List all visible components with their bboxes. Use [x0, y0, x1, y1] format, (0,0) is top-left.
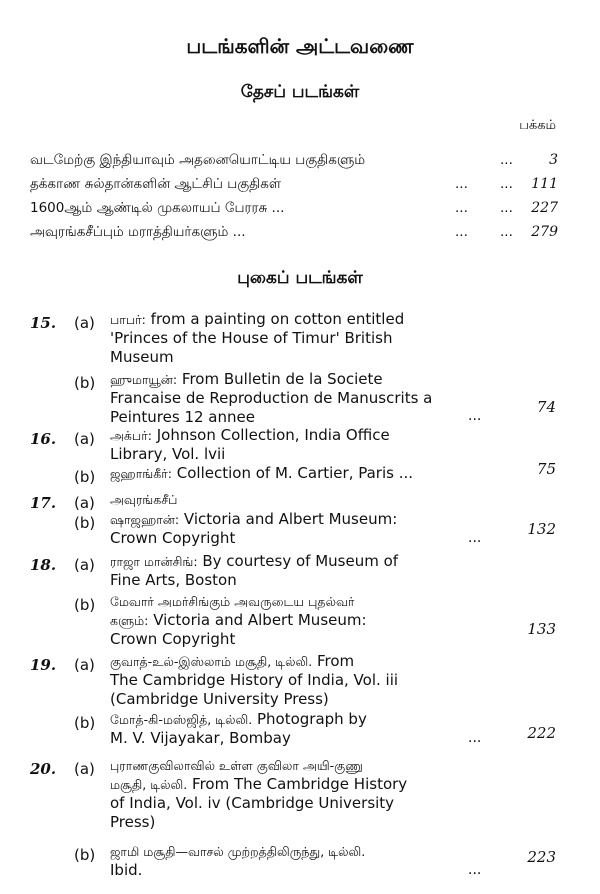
map-title: வடமேற்கு இந்தியாவும் அதனையொட்டிய பகுதிகளும்: [30, 152, 366, 168]
plate-page-number: 75: [536, 460, 556, 478]
leader-dots: ...: [468, 530, 482, 546]
plate-entry: [110, 552, 490, 590]
entry-letter: (b): [74, 468, 96, 486]
tamil-caption: குவாத்-உல்-இஸ்லாம் மசூதி, டில்லி.: [110, 654, 313, 669]
plate-entry: [110, 652, 490, 709]
map-page-number: 227: [531, 200, 558, 216]
leader-dots: ...: [500, 152, 513, 168]
entry-line: Museum: [110, 348, 174, 366]
entry-letter: (a): [74, 556, 95, 574]
map-title: 1600ஆம் ஆண்டில் முகலாயப் பேரரசு ...: [30, 200, 285, 216]
page-column-label: பக்கம்: [519, 118, 556, 133]
plate-number: 20.: [30, 760, 57, 778]
entry-line: Fine Arts, Boston: [110, 571, 237, 589]
plate-page-number: 222: [527, 724, 556, 742]
entry-line: M. V. Vijayakar, Bombay: [110, 729, 291, 747]
leader-dots: ...: [455, 224, 468, 240]
plate-number: 17.: [30, 494, 57, 512]
leader-dots: ...: [500, 224, 513, 240]
entry-line: From: [316, 652, 355, 670]
map-entry: [30, 176, 558, 196]
entry-line: of India, Vol. iv (Cambridge University: [110, 794, 395, 812]
plate-entry: [110, 426, 490, 464]
tamil-caption: அவுரங்கசீப்: [110, 492, 178, 507]
tamil-caption: களும்:: [110, 613, 149, 628]
entry-letter: (b): [74, 596, 96, 614]
plate-page-number: 74: [536, 398, 556, 416]
entry-letter: (b): [74, 714, 96, 732]
tamil-caption: ராஜா மான்சிங்:: [110, 554, 198, 569]
map-page-number: 3: [549, 152, 558, 168]
map-title: தக்காண சுல்தான்களின் ஆட்சிப் பகுதிகள்: [30, 176, 282, 192]
entry-line: Peintures 12 annee: [110, 408, 255, 426]
leader-dots: ...: [455, 200, 468, 216]
entry-line: Francaise de Reproduction de Manuscrits a: [110, 389, 433, 407]
plate-number: 18.: [30, 556, 57, 574]
leader-dots: ...: [455, 176, 468, 192]
plate-number: 16.: [30, 430, 57, 448]
tamil-caption: ஷாஜஹான்:: [110, 512, 180, 527]
entry-letter: (b): [74, 514, 96, 532]
plate-number: 19.: [30, 656, 57, 674]
tamil-caption: ஜஹாங்கீர்:: [110, 466, 172, 481]
entry-line: Victoria and Albert Museum:: [153, 611, 367, 629]
entry-line: 'Princes of the House of Timur' British: [110, 329, 393, 347]
tamil-caption: பாபர்:: [110, 312, 146, 327]
tamil-caption: மோத்-கி-மஸ்ஜித், டில்லி.: [110, 712, 253, 727]
entry-line: Library, Vol. lvii: [110, 445, 226, 463]
plate-entry: [110, 710, 490, 748]
plate-page-number: 133: [527, 620, 556, 638]
entry-letter: (b): [74, 374, 96, 392]
entry-line: Crown Copyright: [110, 529, 236, 547]
tamil-caption: அக்பர்:: [110, 428, 152, 443]
leader-dots: ...: [468, 862, 482, 878]
map-title: அவுரங்கசீப்பும் மராத்தியர்களும் ...: [30, 224, 246, 240]
plate-entry: [110, 842, 490, 880]
entry-line: Ibid.: [110, 861, 143, 879]
tamil-caption: ஹுமாயூன்:: [110, 372, 178, 387]
plate-entry: [110, 464, 490, 483]
tamil-caption: மேவார் அமர்சிங்கும் அவருடைய புதல்வர்: [110, 594, 355, 609]
entry-line: From Bulletin de la Societe: [181, 370, 383, 388]
entry-letter: (a): [74, 760, 95, 778]
entry-letter: (a): [74, 430, 95, 448]
entry-letter: (a): [74, 494, 95, 512]
map-page-number: 279: [531, 224, 558, 240]
leader-dots: ...: [468, 730, 482, 746]
photos-heading: புகைப் படங்கள்: [237, 268, 363, 288]
plate-number: 15.: [30, 314, 57, 332]
leader-dots: ...: [500, 176, 513, 192]
entry-line: Press): [110, 813, 156, 831]
entry-letter: (a): [74, 314, 95, 332]
entry-line: From The Cambridge History: [192, 775, 408, 793]
entry-line: The Cambridge History of India, Vol. iii: [110, 671, 399, 689]
tamil-caption: ஜாமி மசூதி—வாசல் முற்றத்திலிருந்து, டில்லி.: [110, 844, 366, 859]
entry-line: from a painting on cotton entitled: [150, 310, 405, 328]
plate-page-number: 132: [527, 520, 556, 538]
entry-line: Collection of M. Cartier, Paris ...: [176, 464, 414, 482]
plate-entry: [110, 310, 490, 367]
entry-line: By courtesy of Museum of: [202, 552, 399, 570]
plate-page-number: 223: [527, 848, 556, 866]
plate-entry: [110, 592, 490, 649]
entry-line: (Cambridge University Press): [110, 690, 329, 708]
map-entry: [30, 152, 558, 172]
map-page-number: 111: [531, 176, 558, 192]
plate-entry: [110, 370, 490, 427]
leader-dots: ...: [500, 200, 513, 216]
plate-entry: [110, 490, 490, 509]
plate-entry: [110, 510, 490, 548]
tamil-caption: புராணகுவிலாவில் உள்ள குவிலா அயி-குணு: [110, 758, 363, 773]
entry-line: Crown Copyright: [110, 630, 236, 648]
entry-letter: (b): [74, 846, 96, 864]
map-entry: [30, 200, 558, 220]
page-title: படங்களின் அட்டவணை: [186, 34, 414, 58]
entry-line: Johnson Collection, India Office: [156, 426, 390, 444]
tamil-caption: மசூதி, டில்லி.: [110, 777, 188, 792]
entry-line: Victoria and Albert Museum:: [183, 510, 398, 528]
map-entry: [30, 224, 558, 244]
entry-letter: (a): [74, 656, 95, 674]
plate-entry: [110, 756, 490, 832]
entry-line: Photograph by: [256, 710, 367, 728]
leader-dots: ...: [468, 408, 482, 424]
maps-heading: தேசப் படங்கள்: [240, 82, 360, 102]
